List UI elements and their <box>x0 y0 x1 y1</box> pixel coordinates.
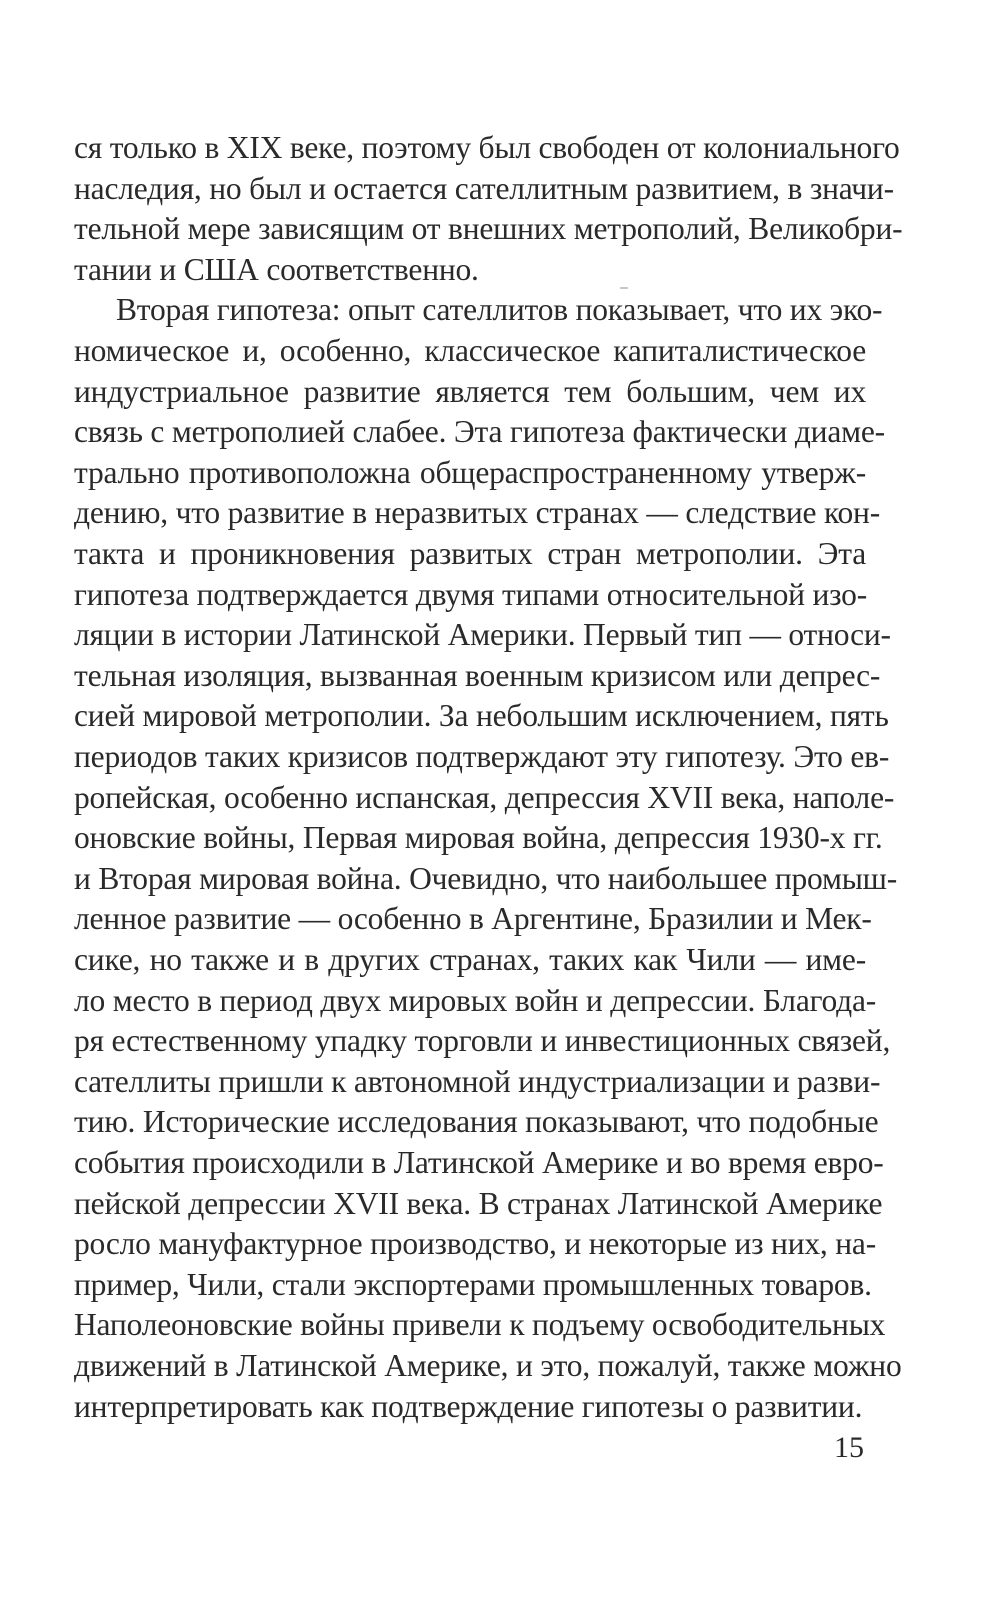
text-line: оновские войны, Первая мировая война, депрессия 1930-х гг. <box>74 820 883 856</box>
text-line: сией мировой метрополии. За небольшим исключением, пять <box>74 698 889 734</box>
text-line: Наполеоновские войны привели к подъему освободительных <box>74 1307 886 1343</box>
text-line: ленное развитие — особенно в Аргентине, Бразилии и Мек- <box>74 901 872 937</box>
text-line: такта и проникновения развитых стран метрополии. Эта <box>74 536 866 571</box>
text-line: гипотеза подтверждается двумя типами относительной изо- <box>74 576 868 612</box>
text-line: тельная изоляция, вызванная военным кризисом или депрес- <box>74 657 881 693</box>
text-line: события происходили в Латинской Америке и во время евро- <box>74 1145 884 1180</box>
text-line: индустриальное развитие является тем большим, чем их <box>74 373 866 409</box>
text-line: ря естественному упадку торговли и инвестиционных связей, <box>74 1023 891 1059</box>
text-line: тельной мере зависящим от внешних метрополий, Великобри- <box>74 211 903 247</box>
text-line: пример, Чили, стали экспортерами промышленных товаров. <box>74 1266 872 1302</box>
text-line: наследия, но был и остается сателлитным развитием, в значи- <box>74 170 894 206</box>
text-line: дению, что развитие в неразвитых странах — следствие кон- <box>74 495 880 531</box>
text-line: Вторая гипотеза: опыт сателлитов показывает, что их эко- <box>116 292 883 328</box>
text-line: интерпретировать как подтверждение гипотезы о развитии. <box>74 1388 863 1424</box>
text-line: тию. Исторические исследования показывают, что подобные <box>74 1104 879 1140</box>
text-line: связь с метрополией слабее. Эта гипотеза фактически диаме- <box>74 414 885 450</box>
text-line: тании и США соответственно. <box>74 251 479 287</box>
text-line: ропейская, особенно испанская, депрессия XVII века, наполе- <box>74 779 895 815</box>
text-line: трально противоположна общераспространенному утверж- <box>74 454 866 490</box>
text-line: сателлиты пришли к автономной индустриализации и разви- <box>74 1063 881 1099</box>
page-number: 15 <box>834 1431 864 1464</box>
text-line: росло мануфактурное производство, и некоторые из них, на- <box>74 1226 877 1262</box>
text-line: периодов таких кризисов подтверждают эту гипотезу. Это ев- <box>74 739 890 774</box>
text-line: номическое и, особенно, классическое капиталистическое <box>74 333 866 368</box>
text-line: и Вторая мировая война. Очевидно, что наибольшее промыш- <box>74 860 898 896</box>
text-line: движений в Латинской Америке, и это, пожалуй, также можно <box>74 1348 902 1383</box>
text-line: пейской депрессии XVII века. В странах Латинской Америке <box>74 1185 883 1221</box>
text-line: сике, но также и в других странах, таких как Чили — име- <box>74 942 866 977</box>
text-line: ся только в XIX веке, поэтому был свободен от колониального <box>74 130 900 165</box>
text-line: ло место в период двух мировых войн и депрессии. Благода- <box>74 982 877 1018</box>
text-line: ляции в истории Латинской Америки. Первый тип — относи- <box>74 617 891 653</box>
